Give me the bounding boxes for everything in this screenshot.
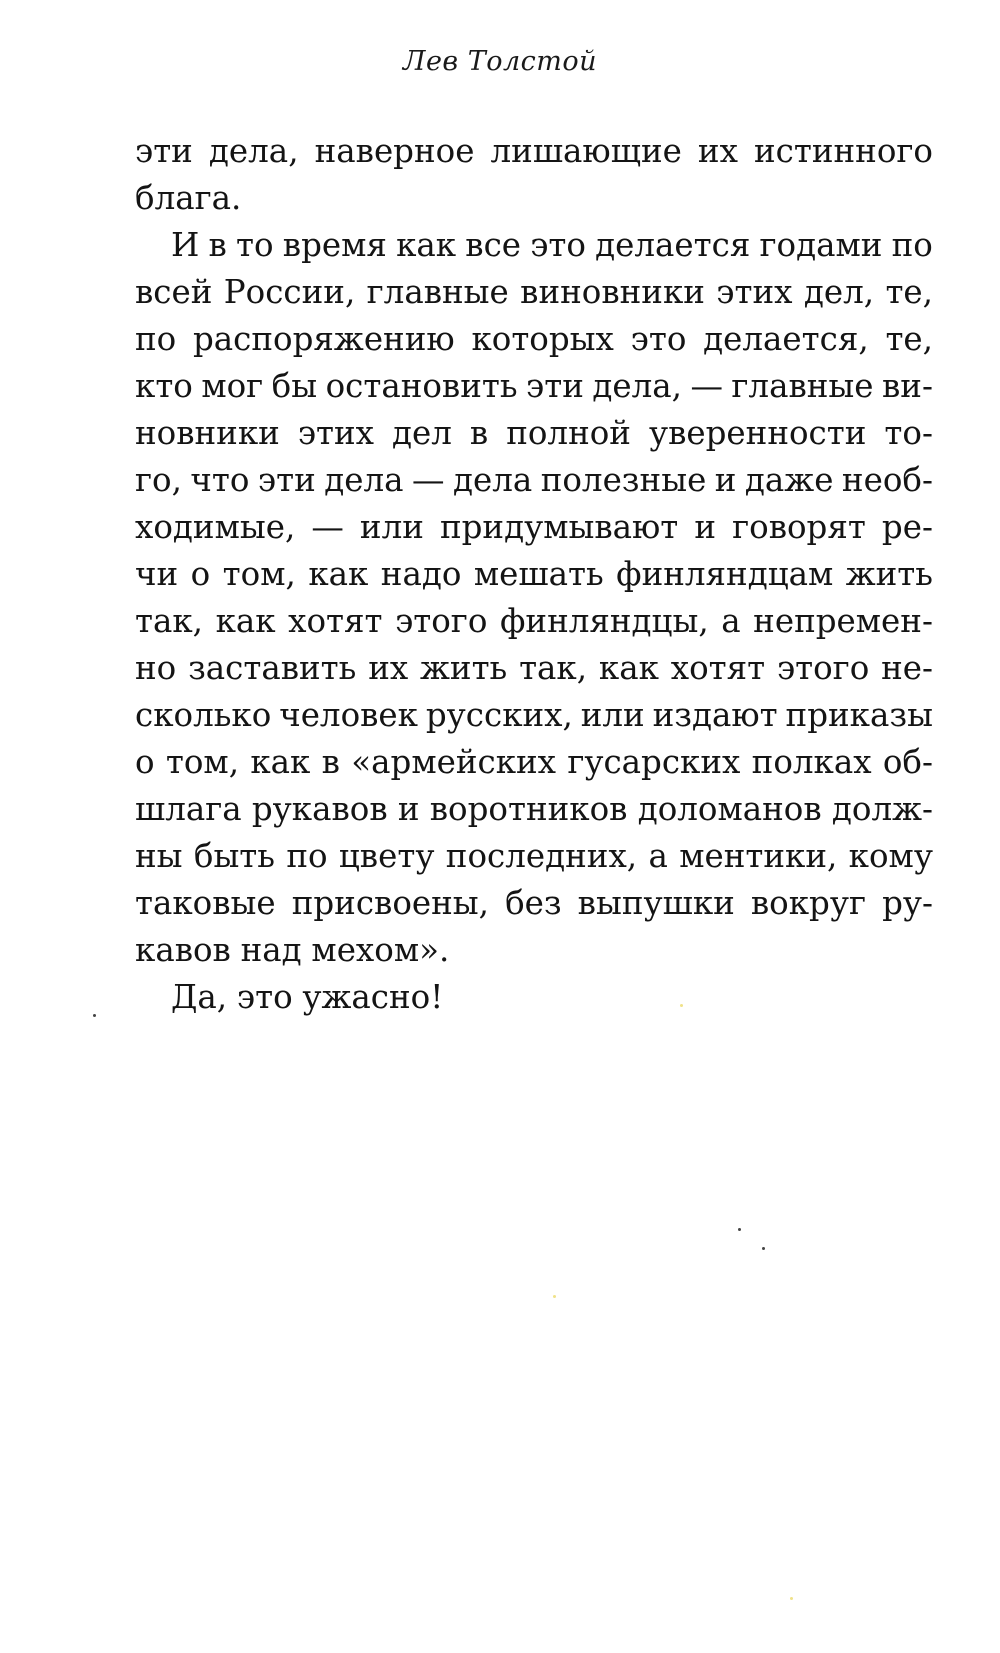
word: те, <box>885 320 933 358</box>
word: дела, <box>208 132 299 170</box>
word: делается <box>595 226 751 264</box>
text-line <box>135 316 933 363</box>
text-line <box>135 974 933 1021</box>
running-head: Лев Толстой <box>402 46 598 77</box>
word: быть <box>193 837 275 875</box>
scan-speck <box>790 1597 793 1600</box>
word: приказы <box>785 696 933 734</box>
word: не- <box>881 649 933 687</box>
word: время <box>282 226 387 264</box>
word: русских, <box>425 696 573 734</box>
word: как <box>250 743 311 781</box>
word: хотят <box>670 649 766 687</box>
word: том, <box>222 555 296 593</box>
word: придумывают <box>439 508 679 546</box>
word: полках <box>751 743 872 781</box>
word: надо <box>380 555 462 593</box>
word: и <box>694 508 717 546</box>
word: дел, <box>803 273 875 311</box>
word: воротников <box>429 790 628 828</box>
text-line <box>135 504 933 551</box>
text-line <box>135 598 933 645</box>
word: полезные <box>540 461 707 499</box>
word: присвоены, <box>291 884 489 922</box>
word: дела <box>452 461 533 499</box>
text-line <box>135 692 933 739</box>
scan-speck <box>93 1014 96 1017</box>
word: ру- <box>882 884 933 922</box>
text-line <box>135 269 933 316</box>
word: дела <box>324 461 404 499</box>
text-line <box>135 786 933 833</box>
text-line <box>135 739 933 786</box>
word: России, <box>223 273 356 311</box>
word: а <box>648 837 668 875</box>
word: И <box>171 226 200 264</box>
word: главные <box>366 273 509 311</box>
word: ходимые, <box>135 508 296 546</box>
word: а <box>721 602 741 640</box>
text-line <box>135 833 933 880</box>
word: распоряжению <box>193 320 455 358</box>
word: жить <box>845 555 933 593</box>
word: ужасно! <box>302 978 444 1016</box>
word: как <box>215 602 276 640</box>
scan-speck <box>680 1004 683 1007</box>
text-line <box>135 457 933 504</box>
word: жить <box>420 649 508 687</box>
word: делается, <box>703 320 869 358</box>
word: эти <box>257 461 316 499</box>
text-line <box>135 410 933 457</box>
word: доломанов <box>637 790 822 828</box>
word: мешать <box>473 555 604 593</box>
word: заставить <box>188 649 357 687</box>
word: кому <box>848 837 933 875</box>
word: лишающие <box>490 132 682 170</box>
word: виновники <box>520 273 705 311</box>
word: о <box>135 743 155 781</box>
word: и <box>714 461 737 499</box>
word: том, <box>165 743 240 781</box>
word: так, <box>135 602 203 640</box>
word: это <box>530 226 586 264</box>
word: шлага <box>135 790 242 828</box>
word: наверное <box>314 132 475 170</box>
word: так, <box>519 649 588 687</box>
text-line <box>135 880 933 927</box>
word: над <box>240 931 302 969</box>
word: гусарских <box>567 743 741 781</box>
word: кто <box>135 367 193 405</box>
word: выпушки <box>577 884 735 922</box>
word: остановить <box>325 367 518 405</box>
word: последних, <box>445 837 638 875</box>
word: это <box>236 978 293 1016</box>
word: по <box>135 320 177 358</box>
word: Да, <box>171 978 228 1016</box>
word: или <box>359 508 424 546</box>
word: — <box>311 508 344 546</box>
word: вокруг <box>750 884 866 922</box>
word: цвету <box>338 837 435 875</box>
word: сколько <box>135 696 272 734</box>
word: рукавов <box>251 790 388 828</box>
word: необ- <box>841 461 933 499</box>
scan-speck <box>553 1295 556 1298</box>
word: мог <box>201 367 264 405</box>
word: говорят <box>732 508 866 546</box>
text-line <box>135 645 933 692</box>
text-line <box>135 927 933 974</box>
word: полной <box>506 414 631 452</box>
word: что <box>190 461 250 499</box>
word: которых <box>471 320 614 358</box>
text-line <box>135 551 933 598</box>
word: то <box>236 226 274 264</box>
word: те, <box>885 273 933 311</box>
word: дел <box>392 414 452 452</box>
word: как <box>598 649 659 687</box>
word: кавов <box>135 931 231 969</box>
body-text <box>135 128 933 1021</box>
word: истинного <box>754 132 933 170</box>
word: — <box>411 461 445 499</box>
word: финляндцы, <box>499 602 709 640</box>
word: как <box>396 226 457 264</box>
word: го, <box>135 461 182 499</box>
word: человек <box>279 696 418 734</box>
scan-speck <box>762 1247 765 1250</box>
word: годами <box>759 226 883 264</box>
word: эти <box>526 367 584 405</box>
word: в <box>469 414 489 452</box>
word: ны <box>135 837 183 875</box>
word: дела, <box>592 367 682 405</box>
word: об- <box>882 743 933 781</box>
word: издают <box>652 696 778 734</box>
word: — <box>690 367 723 405</box>
word: мехом». <box>311 931 450 969</box>
word: этого <box>776 649 870 687</box>
word: их <box>697 132 738 170</box>
text-line <box>135 128 933 175</box>
word: чи <box>135 555 179 593</box>
word: уверенности <box>648 414 867 452</box>
word: без <box>505 884 562 922</box>
word: финляндцам <box>616 555 834 593</box>
word: все <box>465 226 522 264</box>
word: ре- <box>881 508 933 546</box>
word: в <box>208 226 227 264</box>
word: их <box>368 649 409 687</box>
word: в <box>321 743 340 781</box>
text-line <box>135 363 933 410</box>
word: этих <box>716 273 793 311</box>
word: этого <box>395 602 488 640</box>
word: «армейских <box>351 743 557 781</box>
word: как <box>308 555 369 593</box>
word: новники <box>135 414 280 452</box>
word: о <box>190 555 211 593</box>
word: бы <box>271 367 318 405</box>
word: этих <box>297 414 374 452</box>
word: и <box>397 790 420 828</box>
text-line <box>135 222 933 269</box>
word: долж- <box>831 790 933 828</box>
scan-speck <box>738 1228 741 1231</box>
word: ви- <box>881 367 933 405</box>
word: блага. <box>135 179 242 217</box>
word: непремен- <box>753 602 933 640</box>
word: даже <box>744 461 834 499</box>
word: или <box>580 696 645 734</box>
word: то- <box>884 414 933 452</box>
word: но <box>135 649 177 687</box>
word: хотят <box>288 602 383 640</box>
word: это <box>630 320 687 358</box>
word: всей <box>135 273 213 311</box>
word: таковые <box>135 884 276 922</box>
word: по <box>286 837 328 875</box>
word: эти <box>135 132 193 170</box>
word: ментики, <box>679 837 838 875</box>
word: главные <box>731 367 874 405</box>
text-line <box>135 175 933 222</box>
word: по <box>891 226 933 264</box>
